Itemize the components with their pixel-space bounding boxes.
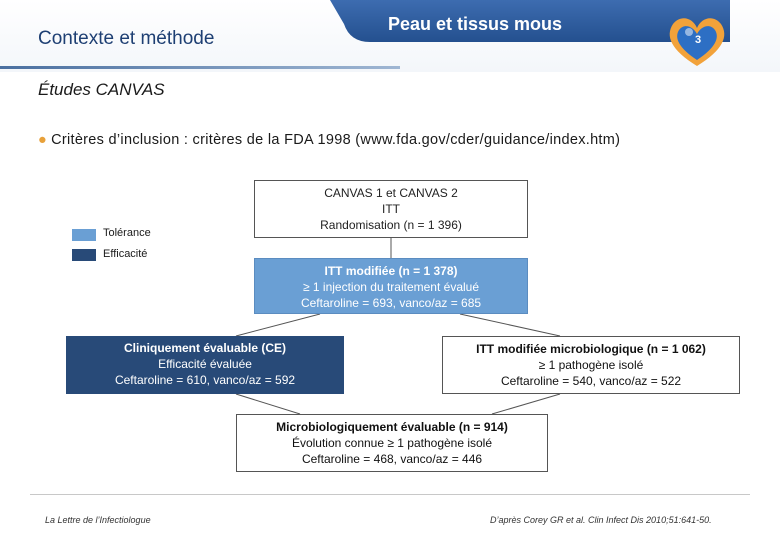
box-itt-mod-title: ITT modifiée (n = 1 378) [324,264,458,278]
box-me-line3: Ceftaroline = 468, vanco/az = 446 [301,452,483,466]
box-micro-itt-modified [442,336,740,394]
bullet-dot-icon: ● [38,132,48,148]
box-itt-mod-line2: ≥ 1 injection du traitement évalué [302,280,480,294]
box-canvas-itt [254,180,528,238]
box-canvas-line3: Randomisation (n = 1 396) [320,218,462,232]
box-micro-evaluable [236,414,548,472]
footer-citation: D’après Corey GR et al. Clin Infect Dis 2010;51:641-50. [490,515,712,525]
inclusion-criteria-text: Critères d’inclusion : critères de la FDA 1998 (www.fda.gov/cder/guidance/index.htm) [51,132,621,148]
box-clinically-evaluable [66,336,344,394]
footer-journal: La Lettre de l’Infectiologue [45,515,151,525]
box-mitt-line2: ≥ 1 pathogène isolé [538,358,644,372]
page-number-badge: 3 [694,34,702,46]
connector-itt-to-ce [236,314,320,336]
box-canvas-title: CANVAS 1 et CANVAS 2 [324,186,458,200]
connector-ce-to-me [236,394,300,414]
connector-mitt-to-me [492,394,560,414]
header-tab-title: Peau et tissus mous [387,14,563,34]
legend-label-efficacy: Efficacité [103,248,148,260]
connector-itt-to-mitt [460,314,560,336]
legend-label-tolerance: Tolérance [103,227,151,239]
box-me-line2: Évolution connue ≥ 1 pathogène isolé [291,436,493,450]
section-title: Études CANVAS [38,80,165,99]
box-mitt-title: ITT modifiée microbiologique (n = 1 062) [476,342,706,356]
box-ce-line3: Ceftaroline = 610, vanco/az = 592 [114,373,296,387]
box-itt-mod-line3: Ceftaroline = 693, vanco/az = 685 [300,296,482,310]
footer-divider [30,494,750,495]
header-left-title: Contexte et méthode [38,28,215,49]
box-ce-line2: Efficacité évaluée [158,357,252,371]
box-itt-modified [254,258,528,314]
box-ce-title: Cliniquement évaluable (CE) [123,341,287,355]
box-mitt-line3: Ceftaroline = 540, vanco/az = 522 [500,374,682,388]
box-me-title: Microbiologiquement évaluable (n = 914) [276,420,508,434]
box-canvas-line2: ITT [382,202,400,216]
